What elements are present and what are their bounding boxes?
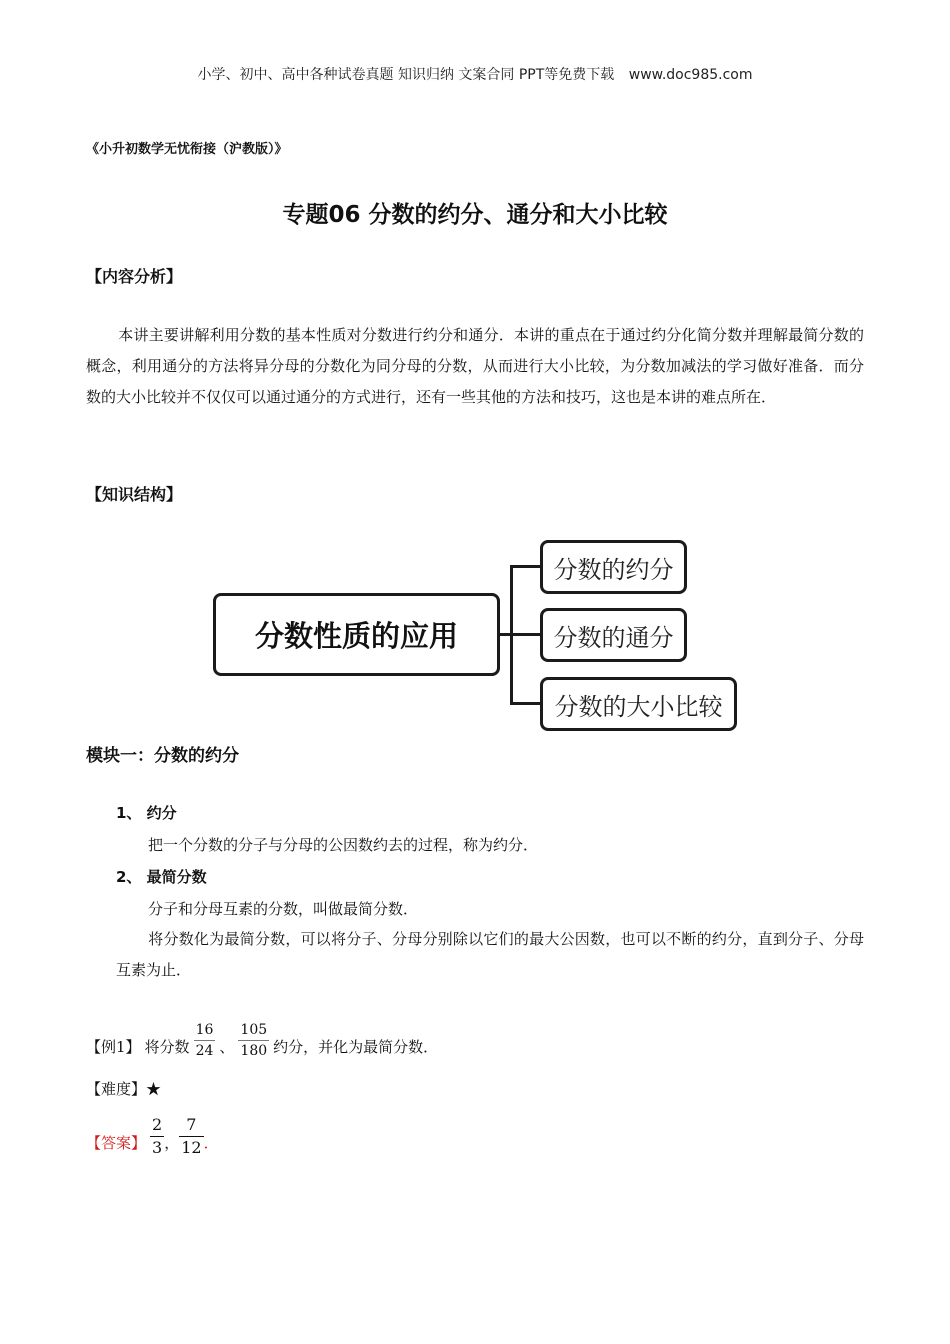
example1-line [86,1020,438,1057]
child-node-common-denominator: 分数的通分 [540,608,687,662]
fraction-bar [150,1136,164,1137]
fraction-denominator: 3 [152,1138,163,1157]
answer-fraction-1 [150,1116,164,1157]
example1-fraction-1 [194,1022,216,1059]
answer-end: ． [203,1134,219,1152]
item2-text2: 将分数化为最简分数，可以将分子、分母分别除以它们的最大公因数，也可以不断的约分，直到分子、分母互素为止． [116,930,864,979]
item1-text: 把一个分数的分子与分母的公因数约去的过程，称为约分． [148,836,539,854]
difficulty-stars: ★ [146,1080,162,1098]
fraction-bar [179,1136,203,1137]
answer-line [86,1112,219,1157]
example1-label: 【例1】 [86,1038,141,1056]
fraction-bar [238,1040,269,1041]
fraction-numerator: 7 [186,1115,197,1134]
answer-label: 【答案】 [86,1134,147,1152]
site-banner [0,64,950,84]
fraction-denominator: 24 [195,1043,214,1059]
knowledge-structure-diagram [210,536,750,736]
answer-separator: ， [164,1134,180,1152]
banner-url[interactable]: www.doc985.com [628,67,753,83]
fraction-denominator: 12 [181,1138,202,1157]
item2-title: 2、 最简分数 [116,868,207,886]
content-analysis-paragraph [86,320,864,413]
page-title: 专题06 分数的约分、通分和大小比较 [282,202,668,228]
banner-text: 小学、初中、高中各种试卷真题 知识归纳 文案合同 PPT等免费下载 [197,67,615,83]
example1-suffix: 约分，并化为最简分数． [273,1038,439,1056]
fraction-numerator: 2 [152,1115,163,1134]
item1-title: 1、 约分 [116,804,177,822]
item2-text1: 分子和分母互素的分数，叫做最简分数． [148,900,419,918]
fraction-bar [194,1040,216,1041]
example1-prefix: 将分数 [144,1038,190,1056]
content-analysis-heading: 【内容分析】 [86,267,183,286]
root-node: 分数性质的应用 [213,593,500,676]
difficulty-line [86,1078,161,1099]
fraction-numerator: 16 [195,1022,214,1038]
child-node-reduce: 分数的约分 [540,540,687,594]
module1-heading: 模块一：分数的约分 [86,746,239,766]
example1-separator: 、 [219,1038,235,1056]
child-node-compare: 分数的大小比较 [540,677,737,731]
connector-branch-3 [510,702,540,705]
connector-branch-2 [510,633,540,636]
item2-paragraph [116,924,864,986]
series-title: 《小升初数学无忧衔接（沪教版）》 [86,142,288,157]
example1-fraction-2 [238,1022,269,1059]
knowledge-structure-heading: 【知识结构】 [86,485,183,504]
answer-fraction-2 [179,1116,203,1157]
difficulty-label: 【难度】 [86,1080,147,1098]
connector-branch-1 [510,565,540,568]
fraction-denominator: 180 [240,1043,268,1059]
content-analysis-text: 本讲主要讲解利用分数的基本性质对分数进行约分和通分．本讲的重点在于通过约分化简分数并理解最简分数的概念，利用通分的方法将异分母的分数化为同分母的分数，从而进行大小比较，为分数加减法的学习做好准备．而分数的大小比较并不仅仅可以通过通分的方式进行，还有一些其他的方法和技巧，这也是本讲的难点所在． [86,326,864,406]
fraction-numerator: 105 [240,1022,268,1038]
